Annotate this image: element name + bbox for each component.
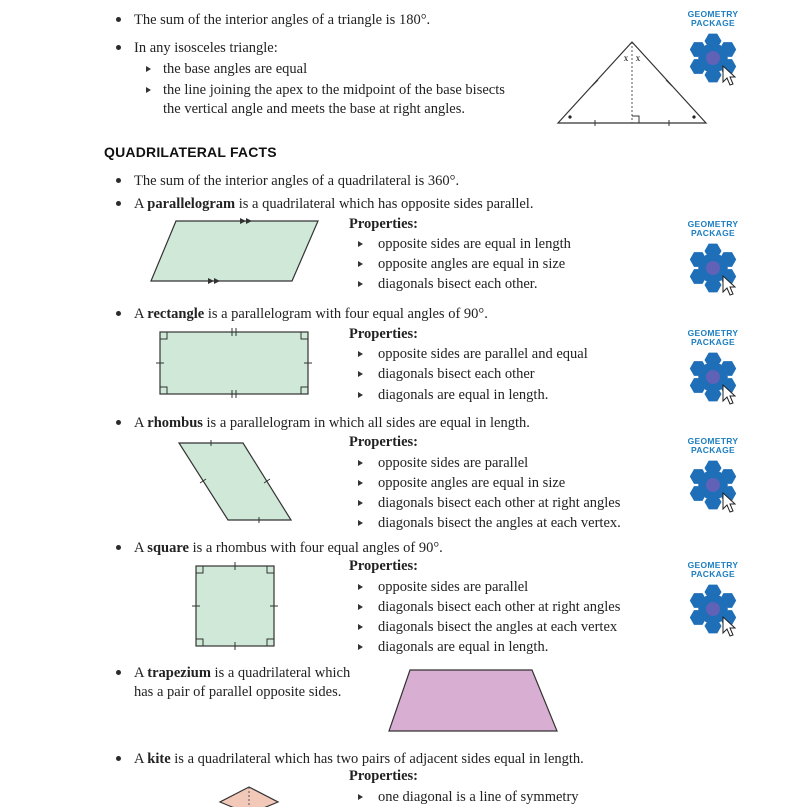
property-item: diagonals bisect each other. [378,276,538,292]
isosceles-sub-item: the line joining the apex to the midpoint of the base bisects [163,82,505,98]
arrow-bullet-icon [358,460,363,466]
trapezium-diagram [386,668,560,734]
snowflake-cursor-icon [683,238,743,300]
kite-definition: A kite is a quadrilateral which has two pairs of adjacent sides equal in length. [134,751,584,767]
property-item: diagonals are equal in length. [378,639,549,655]
rectangle-diagram [156,328,312,398]
isosceles-sub-item-cont: the vertical angle and meets the base at right angles. [163,101,465,117]
arrow-bullet-icon [358,371,363,377]
rhombus-definition: A rhombus is a parallelogram in which all sides are equal in length. [134,415,530,431]
properties-label: Properties: [349,326,418,342]
isosceles-sub-item: the base angles are equal [163,61,308,77]
properties-label: Properties: [349,558,418,574]
package-label-line1: GEOMETRY [687,436,739,446]
quad-angle-sum-text: The sum of the interior angles of a quadrilateral is 360°. [134,173,460,189]
snowflake-center [706,478,720,492]
angle-mark-label: x [623,53,629,63]
geometry-package-link[interactable] [683,561,743,641]
snowflake-cursor-icon [683,455,743,517]
arrow-bullet-icon [358,241,363,247]
tick-mark [666,80,672,86]
property-item: diagonals bisect each other at right angles [378,599,621,615]
square-diagram [192,562,278,650]
arrow-bullet-icon [358,644,363,650]
tick-mark [592,80,598,86]
snowflake-center [706,261,720,275]
trapezium-definition: A trapezium is a quadrilateral which [134,665,351,681]
square-definition: A square is a rhombus with four equal angles of 90°. [134,540,443,556]
geometry-package-link[interactable] [683,10,743,90]
rhombus-shape [179,443,291,520]
snowflake-center [706,51,720,65]
arrow-bullet-icon [358,604,363,610]
bullet [116,756,121,761]
package-label-line1: GEOMETRY [687,219,739,229]
property-item: diagonals bisect each other [378,366,535,382]
arrow-bullet-icon [358,584,363,590]
section-heading: QUADRILATERAL FACTS [104,144,277,160]
arrow-bullet-icon [358,500,363,506]
snowflake-cursor-icon [683,347,743,409]
property-item: one diagonal is a line of symmetry [378,789,579,805]
bullet [116,17,121,22]
arrow-bullet-icon [358,624,363,630]
trapezium-definition-cont: has a pair of parallel opposite sides. [134,684,342,700]
property-item: diagonals bisect the angles at each vertex. [378,515,621,531]
properties-label: Properties: [349,768,418,784]
package-label-line1: GEOMETRY [687,9,739,19]
right-angle-mark [632,116,639,123]
arrow-bullet-icon [146,66,151,72]
arrow-bullet-icon [358,351,363,357]
package-label-line2: PACKAGE [691,337,735,347]
package-label-line1: GEOMETRY [687,328,739,338]
rectangle-definition: A rectangle is a parallelogram with four equal angles of 90°. [134,306,488,322]
package-label-line1: GEOMETRY [687,560,739,570]
snowflake-center [706,370,720,384]
bullet [116,178,121,183]
parallelogram-diagram [148,218,322,284]
parallelogram-definition: A parallelogram is a quadrilateral which has opposite sides parallel. [134,196,534,212]
bullet [116,311,121,316]
snowflake-cursor-icon [683,579,743,641]
geometry-package-link[interactable] [683,329,743,409]
bullet [116,670,121,675]
property-item: opposite sides are parallel [378,579,529,595]
kite-diagram [216,784,282,800]
arrow-bullet-icon [358,794,363,800]
arrow-bullet-icon [358,281,363,287]
package-label-line2: PACKAGE [691,18,735,28]
trapezium-shape [389,670,557,731]
bullet [116,420,121,425]
package-label-line2: PACKAGE [691,445,735,455]
bullet [116,545,121,550]
package-label-line2: PACKAGE [691,228,735,238]
package-label-line2: PACKAGE [691,569,735,579]
snowflake-cursor-icon [683,28,743,90]
rhombus-diagram [176,440,296,524]
properties-label: Properties: [349,216,418,232]
geometry-package-link[interactable] [683,437,743,517]
bullet [116,201,121,206]
angle-dot [568,115,571,118]
property-item: opposite sides are parallel [378,455,529,471]
properties-label: Properties: [349,434,418,450]
arrow-bullet-icon [358,520,363,526]
property-item: diagonals are equal in length. [378,387,549,403]
property-item: opposite angles are equal in size [378,256,566,272]
property-item: opposite sides are parallel and equal [378,346,588,362]
arrow-bullet-icon [358,480,363,486]
arrow-bullet-icon [358,392,363,398]
snowflake-center [706,602,720,616]
property-item: diagonals bisect the angles at each vertex [378,619,618,635]
triangle-angle-sum-text: The sum of the interior angles of a triangle is 180°. [134,12,431,28]
rectangle-shape [160,332,308,394]
angle-mark-label: x [635,53,641,63]
arrow-bullet-icon [146,87,151,93]
isosceles-intro-text: In any isosceles triangle: [134,40,278,56]
parallelogram-shape [151,221,318,281]
property-item: opposite angles are equal in size [378,475,566,491]
arrow-bullet-icon [358,261,363,267]
angle-dot [692,115,695,118]
property-item: opposite sides are equal in length [378,236,571,252]
square-shape [196,566,274,646]
bullet [116,45,121,50]
geometry-package-link[interactable] [683,220,743,300]
property-item: diagonals bisect each other at right angles [378,495,621,511]
